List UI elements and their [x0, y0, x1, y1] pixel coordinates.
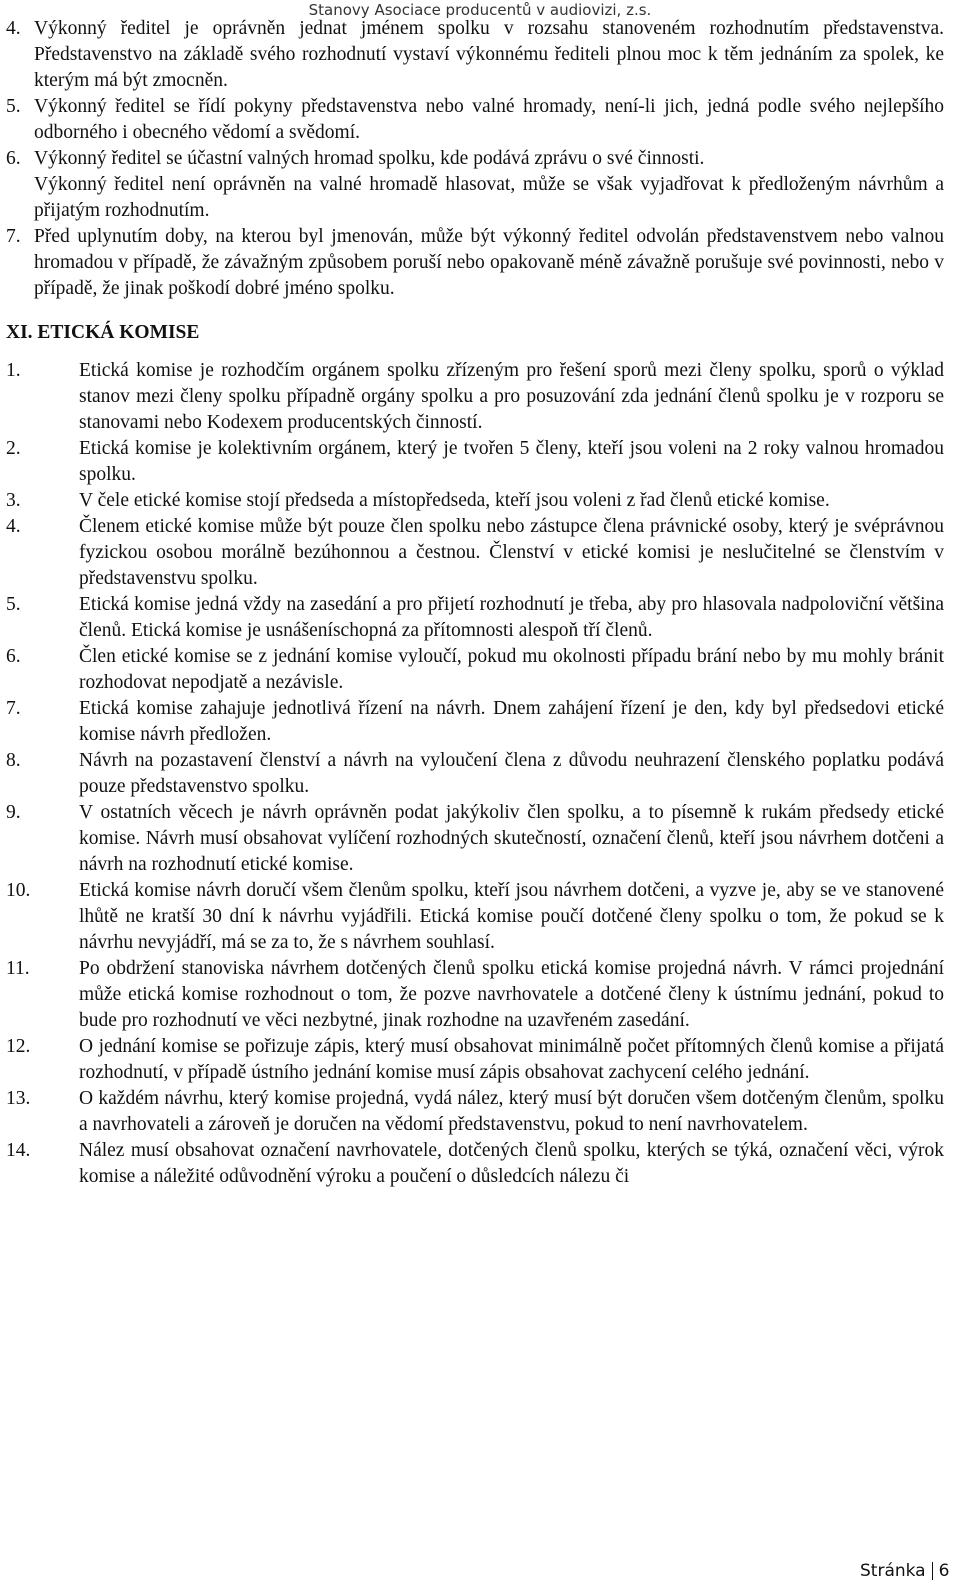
- list-item: [0, 1034, 960, 1086]
- item-text: O každém návrhu, který komise projedná, vydá nález, který musí být doručen všem dotčeným členům, spolku a navrhovateli a zároveň je doručen na vědomí představenstvu, pokud to není navrhovatelem.: [79, 1088, 944, 1135]
- list-item: [0, 1086, 960, 1138]
- item-text: V ostatních věcech je návrh oprávněn podat jakýkoliv člen spolku, a to písemně k rukám předsedy etické komise. Návrh musí obsahovat vylíčení rozhodných skutečností, označení členů, kteří jsou návrhem dotčeni a návrh na rozhodnutí etické komise.: [79, 802, 944, 875]
- document-body: [0, 16, 960, 1190]
- item-number: 12.: [6, 1036, 31, 1057]
- item-text: Výkonný ředitel se řídí pokyny představenstva nebo valné hromady, není-li jich, jedná podle svého nejlepšího odborného i obecného vědomí a svědomí.: [34, 96, 944, 143]
- list-item: [0, 592, 960, 644]
- item-text: Před uplynutím doby, na kterou byl jmenován, může být výkonný ředitel odvolán představenstvem nebo valnou hromadou v případě, že závažným způsobem poruší nebo opakovaně méně závažně porušuje své povinnosti, nebo v případě, že jinak poškodí dobré jméno spolku.: [34, 226, 944, 299]
- list-item: [0, 514, 960, 592]
- page-label: Stránka: [860, 1561, 926, 1581]
- item-text: Výkonný ředitel je oprávněn jednat jménem spolku v rozsahu stanoveném rozhodnutím představenstva. Představenstvo na základě svého rozhodnutí vystaví výkonnému řediteli plnou moc k těm jednáním za spolek, ke kterým má být zmocněn.: [34, 18, 944, 91]
- item-text: Po obdržení stanoviska návrhem dotčených členů spolku etická komise projedná návrh. V rámci projednání může etická komise rozhodnout o tom, že pozve navrhovatele a dotčené členy k ústnímu jednání, pokud to bude pro rozhodnutí ve věci nezbytné, jinak rozhodne na uzavřeném zasedání.: [79, 958, 944, 1031]
- list-item: [0, 488, 960, 514]
- list-item-continuation: [0, 172, 960, 224]
- list-item: [0, 436, 960, 488]
- item-number: 11.: [6, 958, 30, 979]
- list-item: [0, 1138, 960, 1190]
- item-number: 14.: [6, 1140, 31, 1161]
- item-number: 5.: [6, 594, 21, 615]
- item-number: 13.: [6, 1088, 31, 1109]
- item-text: Etická komise jedná vždy na zasedání a pro přijetí rozhodnutí je třeba, aby pro hlasovala nadpoloviční většina členů. Etická komise je usnášeníschopná za přítomnosti alespoň tří členů.: [79, 594, 944, 641]
- item-number: 3.: [6, 490, 21, 511]
- item-number: 8.: [6, 750, 21, 771]
- document-title: Stanovy Asociace producentů v audiovizi, z.s.: [308, 1, 652, 19]
- page-number: 6: [938, 1561, 950, 1581]
- list-item: [0, 146, 960, 172]
- list-item: [0, 696, 960, 748]
- list-item: [0, 224, 960, 302]
- item-number: 10.: [6, 880, 31, 901]
- item-text: Nález musí obsahovat označení navrhovatele, dotčených členů spolku, kterých se týká, označení věci, výrok komise a náležité odůvodnění výroku a poučení o důsledcích nálezu či: [79, 1140, 944, 1187]
- item-text: Etická komise je kolektivním orgánem, který je tvořen 5 členy, kteří jsou voleni na 2 roky valnou hromadou spolku.: [79, 438, 944, 485]
- section-heading: XI. ETICKÁ KOMISE: [6, 322, 200, 343]
- item-text: O jednání komise se pořizuje zápis, který musí obsahovat minimálně počet přítomných členů komise a přijatá rozhodnutí, v případě ústního jednání komise musí zápis obsahovat zachycení celého jednání.: [79, 1036, 944, 1083]
- list-item: [0, 956, 960, 1034]
- list-item: [0, 358, 960, 436]
- item-text: Návrh na pozastavení členství a návrh na vyloučení člena z důvodu neuhrazení členského poplatku podává pouze představenstvo spolku.: [79, 750, 944, 797]
- list-item: [0, 748, 960, 800]
- footer-divider: [932, 1562, 933, 1580]
- item-text: Výkonný ředitel se účastní valných hromad spolku, kde podává zprávu o své činnosti.: [34, 148, 705, 169]
- item-number: 4.: [6, 516, 21, 537]
- page-footer: [860, 1561, 949, 1581]
- item-number: 6.: [6, 148, 21, 169]
- item-text: Etická komise návrh doručí všem členům spolku, kteří jsou návrhem dotčeni, a vyzve je, aby se ve stanovené lhůtě ne kratší 30 dní k návrhu vyjádřili. Etická komise poučí dotčené členy spolku o tom, že pokud se k návrhu nevyjádří, má se za to, že s návrhem souhlasí.: [79, 880, 944, 953]
- list-item: [0, 800, 960, 878]
- item-number: 5.: [6, 96, 21, 117]
- item-number: 7.: [6, 698, 21, 719]
- item-text: V čele etické komise stojí předseda a místopředseda, kteří jsou voleni z řad členů etické komise.: [79, 490, 830, 511]
- item-number: 7.: [6, 226, 21, 247]
- item-number: 9.: [6, 802, 21, 823]
- list-item: [0, 16, 960, 94]
- item-number: 1.: [6, 360, 21, 381]
- list-item: [0, 644, 960, 696]
- item-text: Výkonný ředitel není oprávněn na valné hromadě hlasovat, může se však vyjadřovat k předloženým návrhům a přijatým rozhodnutím.: [34, 174, 944, 221]
- item-number: 2.: [6, 438, 21, 459]
- item-number: 6.: [6, 646, 21, 667]
- item-text: Členem etické komise může být pouze člen spolku nebo zástupce člena právnické osoby, který je svéprávnou fyzickou osobou morálně bezúhonnou a čestnou. Členství v etické komisi je neslučitelné se členstvím v představenstvu spolku.: [79, 516, 944, 589]
- item-text: Člen etické komise se z jednání komise vyloučí, pokud mu okolnosti případu brání nebo by mu mohly bránit rozhodovat nepodjatě a nezávisle.: [79, 646, 944, 693]
- item-number: 4.: [6, 18, 21, 39]
- item-text: Etická komise zahajuje jednotlivá řízení na návrh. Dnem zahájení řízení je den, kdy byl předsedovi etické komise návrh předložen.: [79, 698, 944, 745]
- list-item: [0, 878, 960, 956]
- item-text: Etická komise je rozhodčím orgánem spolku zřízeným pro řešení sporů mezi členy spolku, sporů o výklad stanov mezi členy spolku případně orgány spolku a pro posuzování zda jednání členů spolku je v rozporu se stanovami nebo Kodexem producentských činností.: [79, 360, 944, 433]
- list-item: [0, 94, 960, 146]
